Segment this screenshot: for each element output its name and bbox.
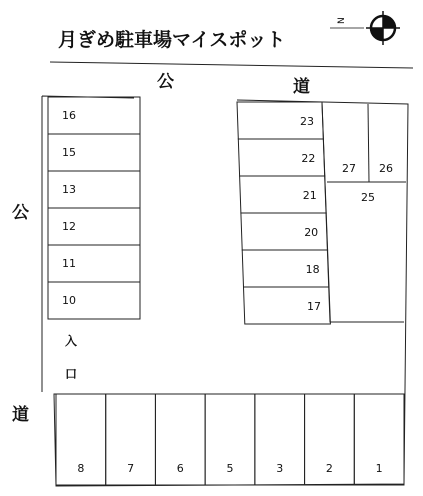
entrance-label-1: 入 xyxy=(65,334,78,348)
stall-15-number: 15 xyxy=(62,146,76,159)
bottom-row-stalls xyxy=(56,394,404,485)
stall-23-number: 23 xyxy=(300,115,314,128)
stall-20-number: 20 xyxy=(304,226,319,239)
stall-10-number: 10 xyxy=(62,294,76,307)
stall-26-number: 26 xyxy=(379,162,393,175)
lot-boundary xyxy=(42,96,408,486)
stall-25-number: 25 xyxy=(361,191,375,204)
stall-18-number: 18 xyxy=(305,263,320,276)
compass-icon xyxy=(330,11,400,45)
left-column-stalls xyxy=(48,97,140,319)
stall-5-number: 5 xyxy=(226,462,234,475)
stall-21-number: 21 xyxy=(302,189,317,202)
north-label: N xyxy=(337,17,347,24)
stall-11-number: 11 xyxy=(62,257,76,270)
page-title: 月ぎめ駐車場マイスポット xyxy=(58,29,286,51)
stall-6-number: 6 xyxy=(176,462,184,475)
stall-17-number: 17 xyxy=(307,300,321,313)
stall-8-number: 8 xyxy=(77,462,85,475)
top-road-label-2: 道 xyxy=(293,77,310,97)
stall-3-number: 3 xyxy=(276,462,284,475)
stall-2-number: 2 xyxy=(325,462,333,475)
stall-1-number: 1 xyxy=(375,462,383,475)
stall-27-number: 27 xyxy=(342,162,356,175)
stall-12-number: 12 xyxy=(62,220,76,233)
left-road-label-1: 公 xyxy=(12,203,29,223)
stall-16-number: 16 xyxy=(62,109,76,122)
stall-13-number: 13 xyxy=(62,183,76,196)
center-column-stalls xyxy=(237,102,330,324)
entrance-label-2: 口 xyxy=(65,367,78,381)
right-stall-area xyxy=(322,103,406,322)
stall-7-number: 7 xyxy=(127,462,135,475)
top-road-label-1: 公 xyxy=(157,72,174,92)
stall-22-number: 22 xyxy=(301,152,316,165)
left-road-label-2: 道 xyxy=(12,405,29,425)
road-edge-line xyxy=(50,62,413,68)
